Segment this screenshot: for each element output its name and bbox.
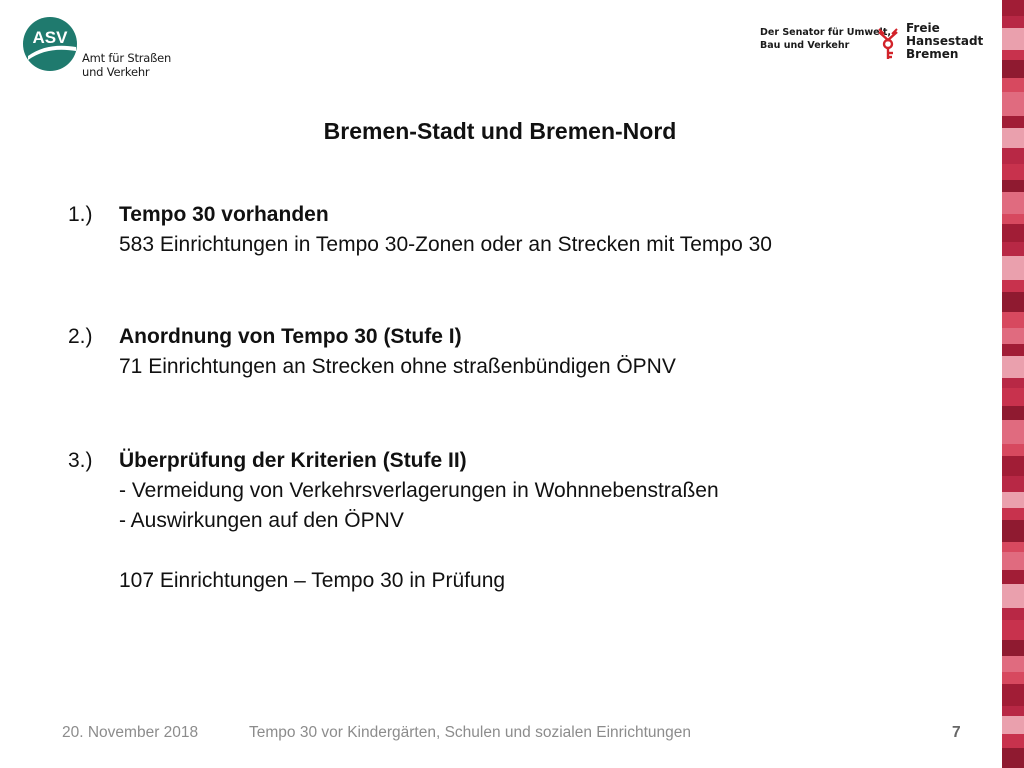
stripe-segment [1002,716,1024,734]
page-number: 7 [952,724,961,741]
stripe-segment [1002,570,1024,584]
stripe-segment [1002,256,1024,280]
stripe-segment [1002,656,1024,672]
item-line: 71 Einrichtungen an Strecken ohne straßenbündigen ÖPNV [119,355,676,378]
stripe-segment [1002,242,1024,256]
asv-logo-text [82,51,171,79]
stripe-segment [1002,520,1024,542]
asv-logo-icon [22,16,78,72]
stripe-segment [1002,356,1024,378]
item-body [119,322,979,382]
stripe-segment [1002,542,1024,552]
stripe-segment [1002,640,1024,656]
stripe-segment [1002,492,1024,508]
stripe-segment [1002,312,1024,328]
asv-logo [22,16,182,86]
stripe-segment [1002,28,1024,50]
stripe-segment [1002,672,1024,684]
stripe-segment [1002,420,1024,444]
stripe-segment [1002,214,1024,224]
footer-topic: Tempo 30 vor Kindergärten, Schulen und sozialen Einrichtungen [249,724,692,741]
item-heading: Anordnung von Tempo 30 (Stufe I) [119,325,462,348]
stripe-segment [1002,378,1024,388]
hansestadt-text [906,22,983,61]
senator-line-2: Bau und Verkehr [760,40,850,51]
hansestadt-line-3: Bremen [906,47,959,61]
stripe-segment [1002,734,1024,748]
stripe-segment [1002,706,1024,716]
stripe-segment [1002,78,1024,92]
stripe-segment [1002,508,1024,520]
stripe-segment [1002,406,1024,420]
item-summary: 107 Einrichtungen – Tempo 30 in Prüfung [119,569,506,592]
hansestadt-line-2: Hansestadt [906,34,984,48]
stripe-segment [1002,476,1024,492]
stripe-segment [1002,344,1024,356]
senator-text [760,26,891,52]
senator-line-1: Der Senator für Umwelt, [760,27,891,38]
item-heading: Überprüfung der Kriterien (Stufe II) [119,449,467,472]
item-number: 3.) [68,449,93,472]
stripe-segment [1002,148,1024,164]
item-body [119,200,979,260]
stripe-segment [1002,0,1024,16]
stripe-segment [1002,444,1024,456]
stripe-segment [1002,16,1024,28]
item-line: - Auswirkungen auf den ÖPNV [119,509,404,532]
asv-logo-abbr: ASV [32,28,68,47]
stripe-segment [1002,608,1024,620]
stripe-segment [1002,92,1024,116]
stripe-segment [1002,180,1024,192]
bremen-logo [760,22,990,72]
bremen-key-icon [876,26,900,62]
stripe-segment [1002,748,1024,768]
stripe-segment [1002,50,1024,60]
stripe-segment [1002,584,1024,608]
item-line: - Vermeidung von Verkehrsverlagerungen in Wohnnebenstraßen [119,479,719,502]
item-heading: Tempo 30 vorhanden [119,203,329,226]
decorative-stripe-band [1002,0,1024,768]
stripe-segment [1002,328,1024,344]
stripe-segment [1002,292,1024,312]
stripe-segment [1002,684,1024,706]
stripe-segment [1002,116,1024,128]
item-body [119,446,979,596]
item-number: 2.) [68,325,93,348]
hansestadt-line-1: Freie [906,21,940,35]
footer-date: 20. November 2018 [62,724,199,741]
asv-logo-line-2: und Verkehr [82,65,150,79]
slide-title: Bremen-Stadt und Bremen-Nord [323,118,677,144]
stripe-segment [1002,620,1024,640]
stripe-segment [1002,224,1024,242]
item-line: 583 Einrichtungen in Tempo 30-Zonen oder an Strecken mit Tempo 30 [119,233,772,256]
stripe-segment [1002,60,1024,78]
stripe-segment [1002,280,1024,292]
stripe-segment [1002,456,1024,476]
stripe-segment [1002,192,1024,214]
stripe-segment [1002,552,1024,570]
stripe-segment [1002,388,1024,406]
item-spacer [119,536,979,566]
stripe-segment [1002,128,1024,148]
stripe-segment [1002,164,1024,180]
item-number: 1.) [68,203,93,226]
asv-logo-line-1: Amt für Straßen [82,51,172,65]
